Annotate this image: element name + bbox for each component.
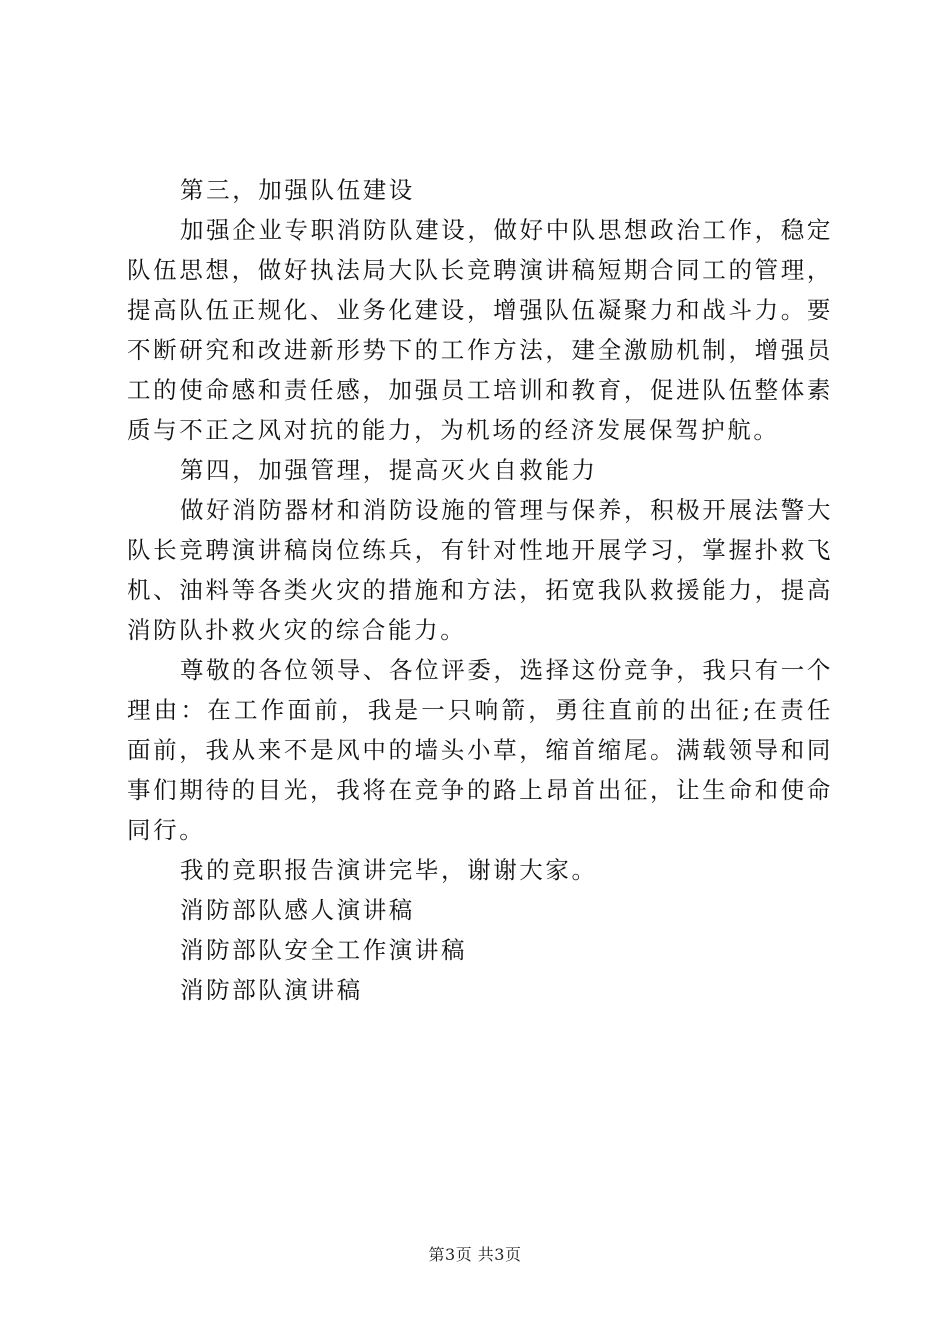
document-body <box>127 170 833 1010</box>
paragraph-thanks: 我的竞职报告演讲完毕，谢谢大家。 <box>180 856 598 884</box>
related-link-touching-speech: 消防部队感人演讲稿 <box>180 896 415 924</box>
paragraph-team-building: 加强企业专职消防队建设，做好中队思想政治工作，稳定队伍思想，做好执法局大队长竞聘演讲稿短期合同工的管理，提高队伍正规化、业务化建设，增强队伍凝聚力和战斗力。要不断研究和改进新形势下的工作方法，建全激励机制，增强员工的使命感和责任感，加强员工培训和教育，促进队伍整体素质与不正之风对抗的能力，为机场的经济发展保驾护航。 <box>127 216 833 444</box>
paragraph-management: 做好消防器材和消防设施的管理与保养，积极开展法警大队长竞聘演讲稿岗位练兵，有针对性地开展学习，掌握扑救飞机、油料等各类火灾的措施和方法，拓宽我队救援能力，提高消防队扑救火灾的综合能力。 <box>127 496 833 644</box>
section-heading-management: 第四，加强管理，提高灭火自救能力 <box>180 456 598 484</box>
related-link-speech: 消防部队演讲稿 <box>180 976 363 1004</box>
paragraph-closing-reason: 尊敬的各位领导、各位评委，选择这份竞争，我只有一个理由：在工作面前，我是一只响箭，勇往直前的出征;在责任面前，我从来不是风中的墙头小草，缩首缩尾。满载领导和同事们期待的目光，我将在竞争的路上昂首出征，让生命和使命同行。 <box>127 656 833 844</box>
section-heading-team-building: 第三，加强队伍建设 <box>180 176 415 204</box>
page-footer: 第3页 共3页 <box>428 1245 522 1264</box>
related-link-safety-speech: 消防部队安全工作演讲稿 <box>180 936 468 964</box>
